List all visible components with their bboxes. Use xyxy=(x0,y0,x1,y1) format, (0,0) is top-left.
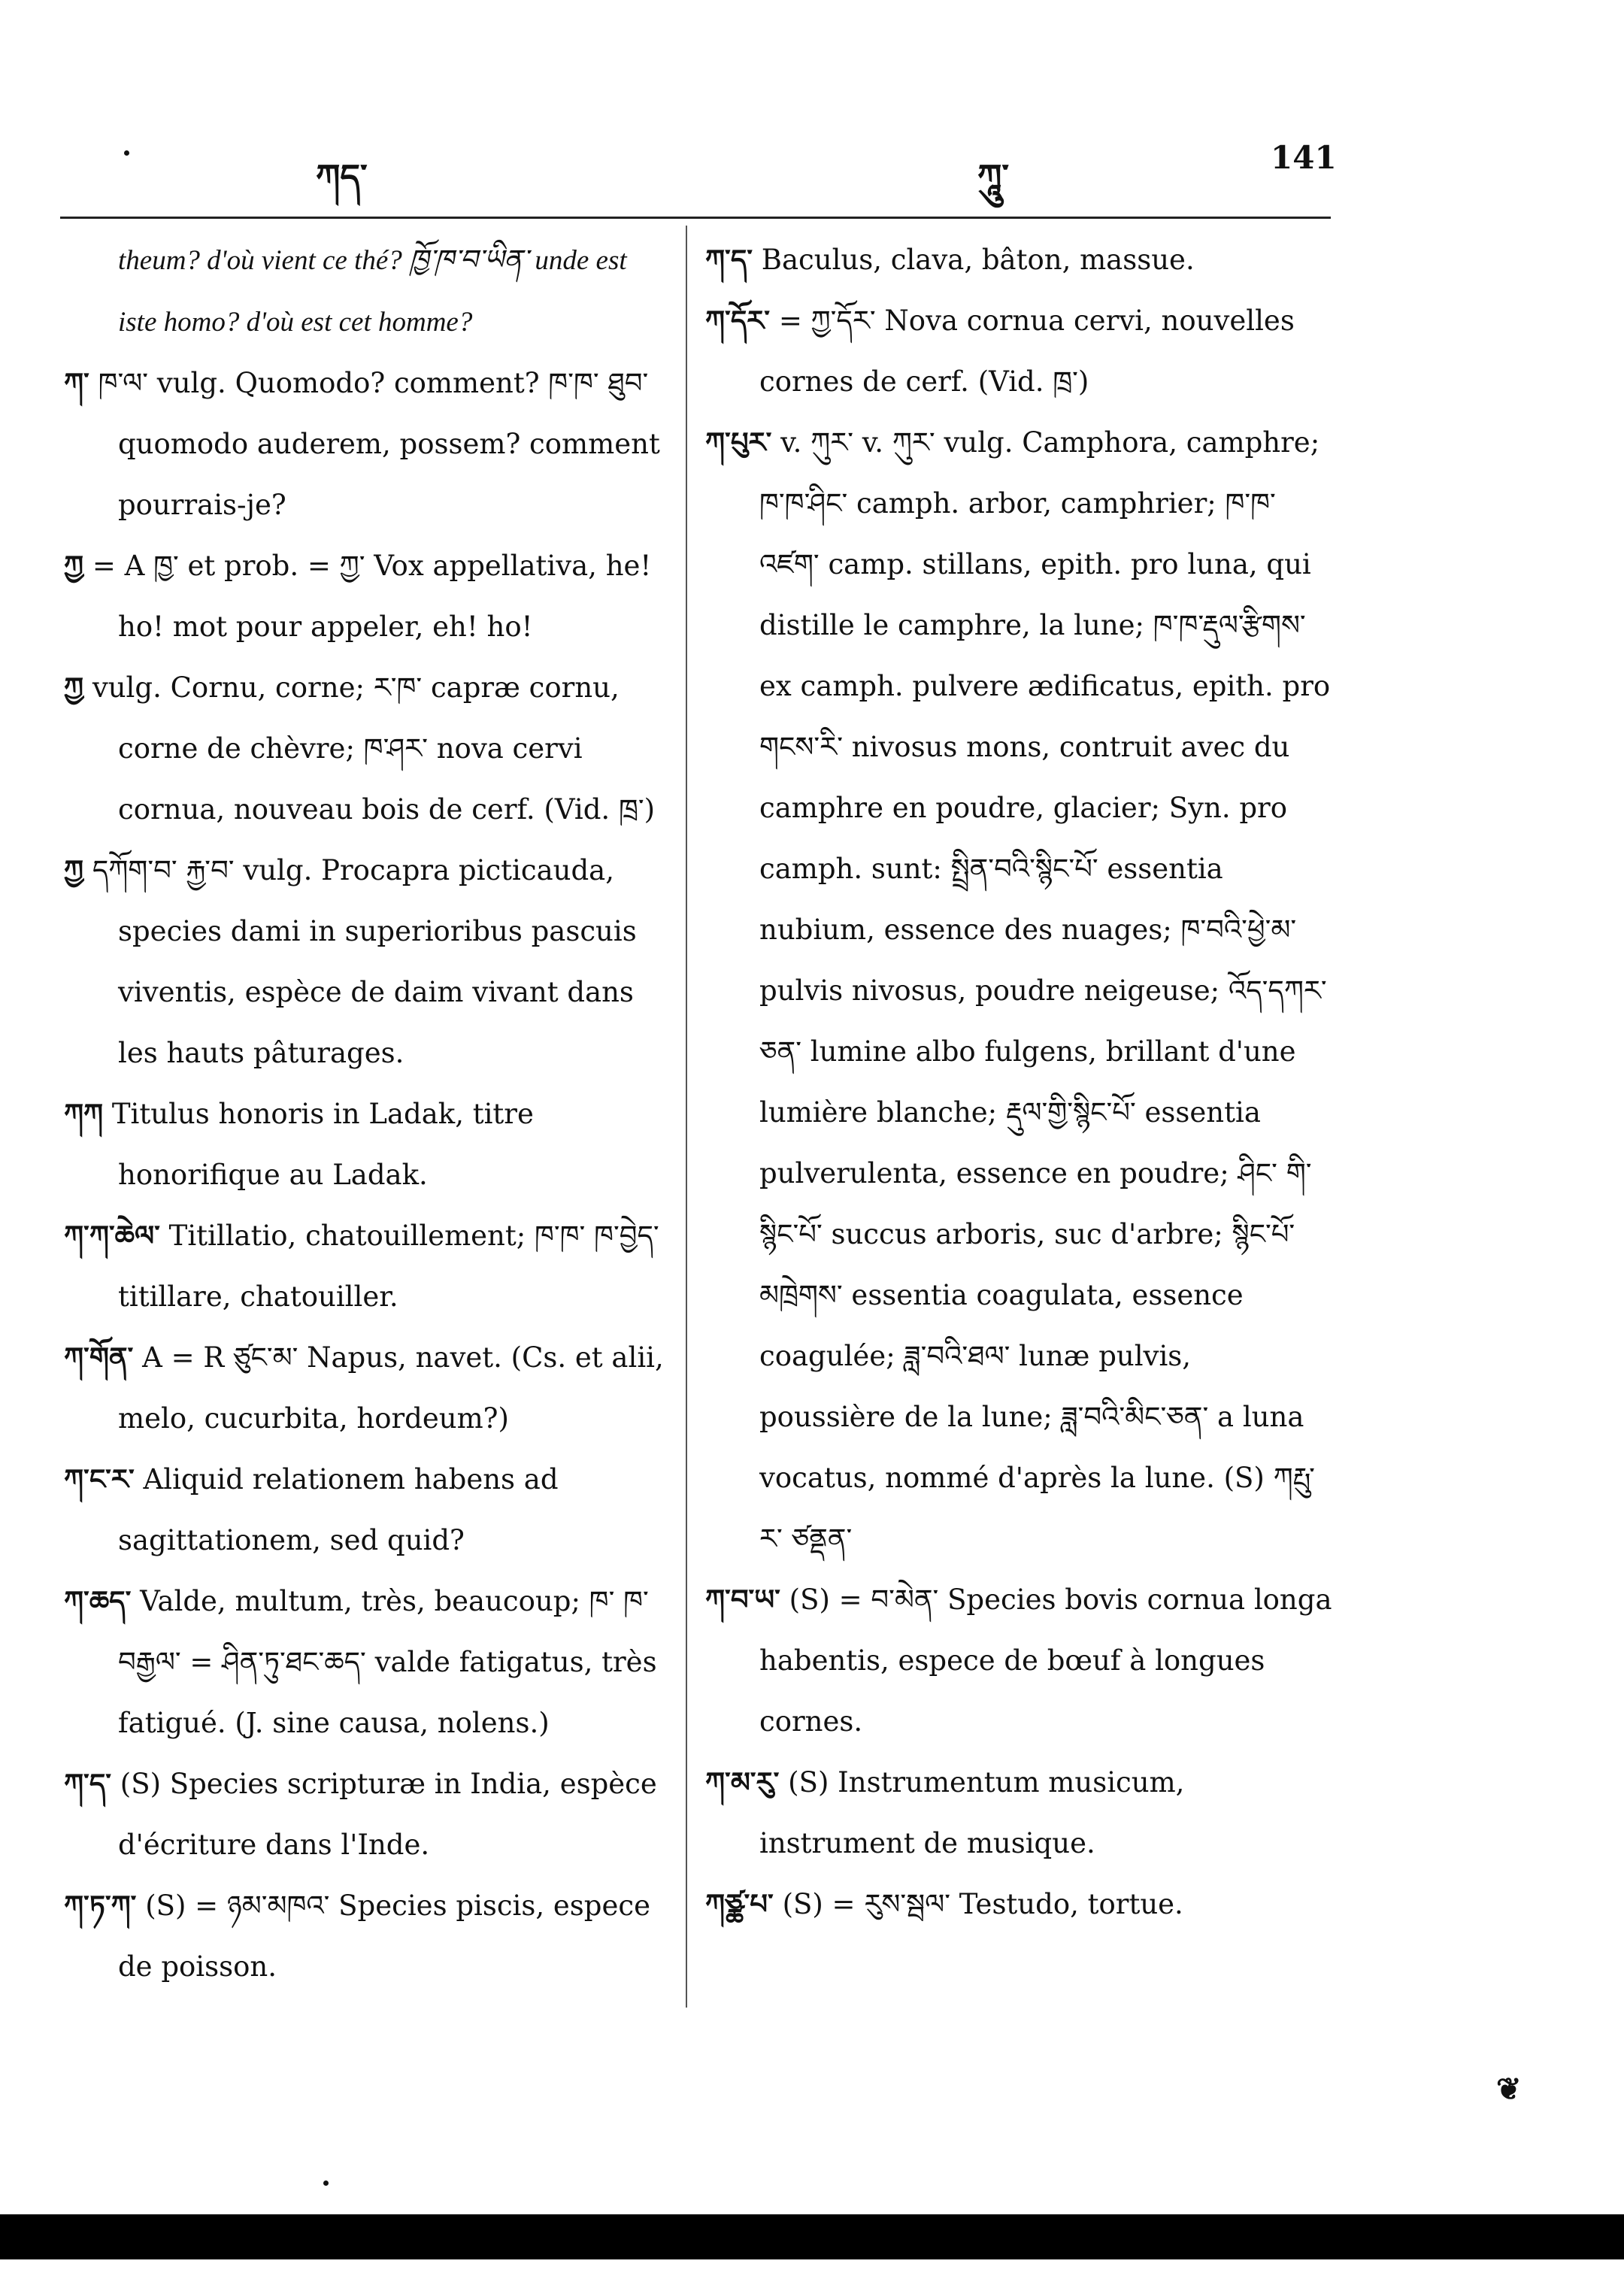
column-divider xyxy=(686,226,687,2008)
left-column xyxy=(64,229,665,1997)
dictionary-entry: ཀ་ང་ར་ Aliquid relationem habens ad sagittationem, sed quid? xyxy=(64,1462,559,1556)
dictionary-entry: ཀཀ Titulus honoris in Ladak, titre honorifique au Ladak. xyxy=(64,1097,534,1191)
dictionary-entry: ཀ་ད་ Baculus, clava, bâton, massue. xyxy=(705,243,1195,276)
dictionary-entry: ཀ་ཆད་ Valde, multum, très, beaucoup; ཁ་ ཁ་བརྒྱལ་ = ཤིན་ཏུ་ཐང་ཆད་ valde fatigatus, très fatigué. (J. sine causa, nolens.) xyxy=(64,1584,657,1739)
dictionary-entry: ཀ་གོན་ A = R ཙུང་མ་ Napus, navet. (Cs. et alii, melo, cucurbita, hordeum?) xyxy=(64,1341,664,1435)
dictionary-entry: ཀཙྪ་པ་ (S) = རུས་སྦལ་ Testudo, tortue. xyxy=(705,1887,1183,1920)
ink-speck xyxy=(323,2180,329,2186)
right-column xyxy=(705,229,1333,1935)
ink-speck xyxy=(124,150,129,156)
dictionary-entry: ཀ་ཀ་ཆེལ་ Titillatio, chatouillement; ཁ་ཁ་ ཁ་བྱེད་ titillare, chatouiller. xyxy=(64,1219,659,1313)
header-rule xyxy=(60,217,1331,219)
dictionary-entry: ཀྱ = A ཁྱ་ et prob. = ཀྱ་ Vox appellativa, he! ho! mot pour appeler, eh! ho! xyxy=(64,549,652,643)
running-head-left: ཀད་ xyxy=(316,156,368,197)
dictionary-entry: ཀ་དོར་ = ཀྱ་དོར་ Nova cornua cervi, nouvelles cornes de cerf. (Vid. ཁྲ་) xyxy=(705,304,1295,398)
dictionary-entry: ཀ་ཏ་ཀ་ (S) = ཉམ་མཁའ་ Species piscis, espece de poisson. xyxy=(64,1889,650,1983)
dictionary-entry: ཀྱ དཀོག་བ་ རྐྱ་བ་ vulg. Procapra picticauda, species dami in superioribus pascuis viventis, espèce de daim vivant dans les hauts pâturages. xyxy=(64,853,637,1069)
dictionary-entry: ཀ་པུར་ v. ཀུར་ v. ཀུར་ vulg. Camphora, camphre; ཁ་ཁ་ཤིང་ camph. arbor, camphrier; ཁ་ཁ་འཛག་ camp. stillans, epith. pro luna, qui distille le camphre, la lune; ཁ་ཁ་རྡུལ་རྩིགས་ ex camph. pulvere ædificatus, epith. pro གངས་རི་ nivosus mons, contruit avec du camphre en poudre, glacier; Syn. pro camph. sunt: སྤྲིན་བའི་སྙིང་པོ་ essentia nubium, essence des nuages; ཁ་བའི་ཕྱེ་མ་ pulvis nivosus, poudre neigeuse; འོད་དཀར་ཅན་ lumine albo fulgens, brillant d'une lumière blanche; རྡུལ་གྱི་སྙིང་པོ་ essentia pulverulenta, essence en poudre; ཤིང་ གི་སྙིང་པོ་ succus arboris, suc d'arbre; སྙིང་པོ་མཁྲེགས་ essentia coagulata, essence coagulée; ཟླ་བའི་ཐལ་ lunæ pulvis, poussière de la lune; ཟླ་བའི་མིང་ཅན་ a luna vocatus, nommé d'après la lune. (S) ཀརྤུ་ར་ ཙནྡན་ xyxy=(705,426,1331,1555)
dictionary-entry: ཀ་ ཁ་ལ་ vulg. Quomodo? comment? ཁ་ཁ་ ཐུབ་ quomodo auderem, possem? comment pourrais-je? xyxy=(64,366,660,521)
dictionary-entry: ཀ་ད་ (S) Species scripturæ in India, espèce d'écriture dans l'Inde. xyxy=(64,1767,657,1861)
dictionary-entry: ཀ་བ་ཡ་ (S) = བ་མེན་ Species bovis cornua longa habentis, espece de bœuf à longues cornes. xyxy=(705,1583,1332,1738)
ornament-icon: ❦ xyxy=(1496,2071,1522,2107)
dictionary-entry: theum? d'où vient ce thé? ཁྱོ་ཁ་བ་ཡིན་ unde est iste homo? d'où est cet homme? xyxy=(118,245,627,338)
running-head-center: ཀཱུ་ xyxy=(977,156,1010,197)
dictionary-entry: ཀ་མ་རུ་ (S) Instrumentum musicum, instrument de musique. xyxy=(705,1765,1185,1859)
scan-bottom-bar xyxy=(0,2214,1624,2259)
page-number: 141 xyxy=(1271,139,1337,176)
dictionary-entry: ཀྱ vulg. Cornu, corne; ར་ཁ་ capræ cornu, corne de chèvre; ཁ་ཤར་ nova cervi cornua, nouveau bois de cerf. (Vid. ཁྲ་) xyxy=(64,671,656,826)
